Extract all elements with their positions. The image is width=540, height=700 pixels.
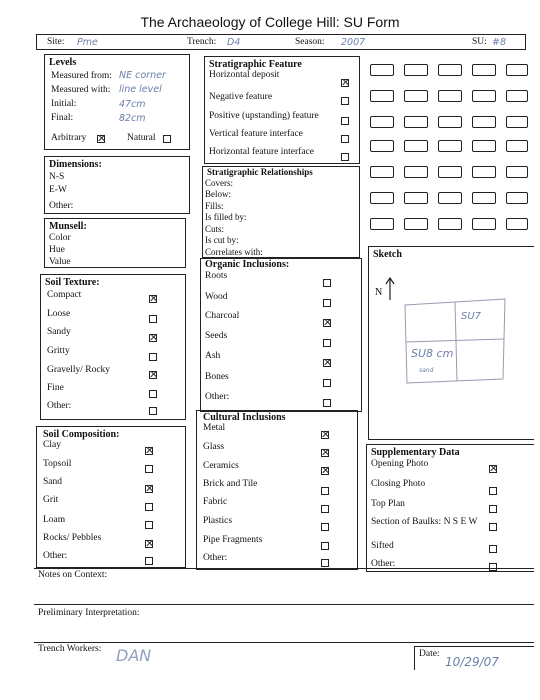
form-title: The Archaeology of College Hill: SU Form bbox=[140, 14, 400, 30]
cultural-title: Cultural Inclusions bbox=[203, 412, 286, 423]
supplementary-checkbox[interactable] bbox=[489, 465, 497, 473]
measured-with-label: Measured with: bbox=[51, 85, 111, 95]
soil-texture-checkbox[interactable] bbox=[149, 315, 157, 323]
cultural-checkbox[interactable] bbox=[321, 505, 329, 513]
measured-with-value[interactable]: line level bbox=[119, 84, 162, 95]
supplementary-item: Top Plan bbox=[371, 499, 405, 509]
supplementary-title: Supplementary Data bbox=[371, 447, 460, 458]
organic-checkbox[interactable] bbox=[323, 299, 331, 307]
cultural-checkbox[interactable] bbox=[321, 542, 329, 550]
organic-item: Wood bbox=[205, 292, 228, 302]
soil-texture-item: Sandy bbox=[47, 327, 71, 337]
strat-relationship-row: Cuts: bbox=[205, 224, 225, 234]
header-row bbox=[36, 34, 526, 50]
strat-feature-checkbox[interactable] bbox=[341, 97, 349, 105]
strat-feature-checkbox[interactable] bbox=[341, 117, 349, 125]
soil-texture-item: Loose bbox=[47, 309, 71, 319]
su-label: SU: bbox=[472, 37, 487, 47]
cultural-item: Pipe Fragments bbox=[203, 535, 263, 545]
grid-cell[interactable] bbox=[472, 166, 496, 178]
cultural-checkbox[interactable] bbox=[321, 487, 329, 495]
cultural-item: Ceramics bbox=[203, 461, 239, 471]
soil-composition-checkbox[interactable] bbox=[145, 485, 153, 493]
cultural-item: Brick and Tile bbox=[203, 479, 258, 489]
cultural-checkbox[interactable] bbox=[321, 467, 329, 475]
initial-value[interactable]: 47cm bbox=[119, 99, 146, 110]
site-label: Site: bbox=[47, 37, 65, 47]
sketch-title: Sketch bbox=[373, 249, 402, 260]
grid-cell[interactable] bbox=[506, 90, 528, 102]
arbitrary-label: Arbitrary bbox=[51, 133, 87, 143]
grid-cell[interactable] bbox=[506, 116, 528, 128]
cultural-checkbox[interactable] bbox=[321, 559, 329, 567]
north-arrow-icon bbox=[385, 277, 395, 301]
strat-feature-item: Positive (upstanding) feature bbox=[209, 111, 319, 121]
grid-cell[interactable] bbox=[472, 140, 496, 152]
cultural-checkbox[interactable] bbox=[321, 523, 329, 531]
dimension-ns: N-S bbox=[49, 172, 65, 182]
organic-checkbox[interactable] bbox=[323, 379, 331, 387]
grid-cell[interactable] bbox=[472, 218, 496, 230]
soil-texture-checkbox[interactable] bbox=[149, 407, 157, 415]
measured-from-label: Measured from: bbox=[51, 71, 112, 81]
grid-cell[interactable] bbox=[370, 90, 394, 102]
grid-cell[interactable] bbox=[438, 166, 462, 178]
dimension-ew: E-W bbox=[49, 185, 67, 195]
grid-cell[interactable] bbox=[438, 218, 462, 230]
sketch-label-small: sand bbox=[419, 367, 434, 374]
final-label: Final: bbox=[51, 113, 74, 123]
grid-cell[interactable] bbox=[438, 90, 462, 102]
grid-cell[interactable] bbox=[472, 192, 496, 204]
soil-texture-checkbox[interactable] bbox=[149, 295, 157, 303]
measured-from-value[interactable]: NE corner bbox=[119, 70, 166, 81]
natural-checkbox[interactable] bbox=[163, 135, 171, 143]
grid-cell[interactable] bbox=[438, 192, 462, 204]
strat-feature-item: Negative feature bbox=[209, 92, 273, 102]
season-label: Season: bbox=[295, 37, 325, 47]
organic-checkbox[interactable] bbox=[323, 279, 331, 287]
grid-cell[interactable] bbox=[370, 218, 394, 230]
munsell-color: Color bbox=[49, 233, 71, 243]
organic-checkbox[interactable] bbox=[323, 359, 331, 367]
site-value[interactable]: Pme bbox=[77, 37, 98, 48]
strat-feature-checkbox[interactable] bbox=[341, 153, 349, 161]
organic-section bbox=[200, 258, 362, 412]
organic-title: Organic Inclusions: bbox=[205, 259, 290, 270]
date-label: Date: bbox=[419, 649, 440, 659]
workers-label: Trench Workers: bbox=[38, 644, 102, 654]
strat-relationship-row: Correlates with: bbox=[205, 247, 263, 257]
notes-label: Notes on Context: bbox=[38, 570, 108, 580]
soil-composition-section bbox=[36, 426, 186, 568]
organic-item: Other: bbox=[205, 392, 230, 402]
grid-cell[interactable] bbox=[472, 64, 496, 76]
grid-cell[interactable] bbox=[404, 218, 428, 230]
strat-relationship-row: Below: bbox=[205, 189, 231, 199]
grid-cell[interactable] bbox=[404, 116, 428, 128]
grid-cell[interactable] bbox=[472, 90, 496, 102]
divider bbox=[34, 568, 534, 569]
natural-label: Natural bbox=[127, 133, 156, 143]
supplementary-item: Section of Baulks: N S E W bbox=[371, 517, 478, 527]
supplementary-checkbox[interactable] bbox=[489, 545, 497, 553]
supplementary-item: Sifted bbox=[371, 541, 394, 551]
strat-relationship-row: Is filled by: bbox=[205, 212, 247, 222]
arbitrary-checkbox[interactable] bbox=[97, 135, 105, 143]
date-value[interactable]: 10/29/07 bbox=[445, 655, 499, 669]
date-box bbox=[414, 646, 534, 670]
grid-cell[interactable] bbox=[370, 140, 394, 152]
soil-texture-item: Other: bbox=[47, 401, 72, 411]
soil-texture-item: Fine bbox=[47, 383, 64, 393]
organic-item: Ash bbox=[205, 351, 221, 361]
dimensions-title: Dimensions: bbox=[49, 159, 102, 170]
soil-composition-checkbox[interactable] bbox=[145, 503, 153, 511]
levels-section bbox=[44, 54, 190, 150]
interpretation-label: Preliminary Interpretation: bbox=[38, 608, 140, 618]
grid-cell[interactable] bbox=[404, 64, 428, 76]
strat-feature-checkbox[interactable] bbox=[341, 79, 349, 87]
supplementary-checkbox[interactable] bbox=[489, 505, 497, 513]
organic-item: Bones bbox=[205, 372, 229, 382]
supplementary-item: Opening Photo bbox=[371, 459, 429, 469]
munsell-section bbox=[44, 218, 186, 268]
organic-checkbox[interactable] bbox=[323, 399, 331, 407]
soil-composition-item: Rocks/ Pebbles bbox=[43, 533, 102, 543]
soil-composition-checkbox[interactable] bbox=[145, 557, 153, 565]
sketch-label-su8: SU8 cm bbox=[411, 347, 454, 360]
supplementary-item: Other: bbox=[371, 559, 396, 569]
trench-sketch-drawing bbox=[401, 297, 511, 387]
grid-cell[interactable] bbox=[404, 192, 428, 204]
supplementary-checkbox[interactable] bbox=[489, 563, 497, 571]
organic-checkbox[interactable] bbox=[323, 339, 331, 347]
cultural-section bbox=[196, 410, 358, 570]
strat-relationship-row: Covers: bbox=[205, 178, 233, 188]
grid-cell[interactable] bbox=[404, 90, 428, 102]
grid-cell[interactable] bbox=[370, 166, 394, 178]
final-value[interactable]: 82cm bbox=[119, 113, 146, 124]
soil-composition-item: Other: bbox=[43, 551, 68, 561]
strat-relationships-title: Stratigraphic Relationships bbox=[207, 167, 313, 177]
strat-feature-item: Horizontal feature interface bbox=[209, 147, 314, 157]
soil-texture-checkbox[interactable] bbox=[149, 390, 157, 398]
soil-composition-checkbox[interactable] bbox=[145, 447, 153, 455]
trench-label: Trench: bbox=[187, 37, 217, 47]
grid-cell[interactable] bbox=[370, 192, 394, 204]
soil-texture-item: Gravelly/ Rocky bbox=[47, 365, 111, 375]
cultural-item: Fabric bbox=[203, 497, 228, 507]
soil-texture-checkbox[interactable] bbox=[149, 371, 157, 379]
soil-composition-checkbox[interactable] bbox=[145, 521, 153, 529]
soil-texture-checkbox[interactable] bbox=[149, 353, 157, 361]
initial-label: Initial: bbox=[51, 99, 77, 109]
cultural-item: Glass bbox=[203, 442, 225, 452]
strat-feature-item: Horizontal deposit bbox=[209, 70, 280, 80]
grid-cell[interactable] bbox=[506, 218, 528, 230]
supplementary-checkbox[interactable] bbox=[489, 487, 497, 495]
munsell-hue: Hue bbox=[49, 245, 65, 255]
grid-cell[interactable] bbox=[370, 116, 394, 128]
su-value[interactable]: #8 bbox=[492, 37, 507, 48]
grid-cell[interactable] bbox=[506, 64, 528, 76]
strat-feature-title: Stratigraphic Feature bbox=[209, 59, 302, 70]
soil-texture-section bbox=[40, 274, 186, 420]
grid-cell[interactable] bbox=[370, 64, 394, 76]
grid-cell[interactable] bbox=[506, 192, 528, 204]
soil-composition-item: Sand bbox=[43, 477, 62, 487]
sketch-label-su7: SU7 bbox=[461, 311, 482, 322]
cultural-checkbox[interactable] bbox=[321, 431, 329, 439]
strat-feature-checkbox[interactable] bbox=[341, 135, 349, 143]
sketch-section bbox=[368, 246, 534, 440]
grid-cell[interactable] bbox=[404, 166, 428, 178]
organic-item: Roots bbox=[205, 271, 228, 281]
levels-title: Levels bbox=[49, 57, 77, 68]
grid-cell[interactable] bbox=[438, 116, 462, 128]
grid-cell[interactable] bbox=[404, 140, 428, 152]
grid-cell[interactable] bbox=[506, 140, 528, 152]
soil-texture-title: Soil Texture: bbox=[45, 277, 100, 288]
soil-composition-checkbox[interactable] bbox=[145, 465, 153, 473]
workers-value[interactable]: DAN bbox=[116, 646, 152, 665]
cultural-checkbox[interactable] bbox=[321, 449, 329, 457]
strat-relationship-row: Is cut by: bbox=[205, 235, 239, 245]
divider bbox=[34, 604, 534, 605]
grid-cell[interactable] bbox=[472, 116, 496, 128]
soil-texture-item: Gritty bbox=[47, 346, 70, 356]
supplementary-checkbox[interactable] bbox=[489, 523, 497, 531]
supplementary-section bbox=[366, 444, 534, 572]
trench-value[interactable]: D4 bbox=[227, 37, 241, 48]
munsell-value: Value bbox=[49, 257, 71, 267]
soil-texture-checkbox[interactable] bbox=[149, 334, 157, 342]
dimension-other: Other: bbox=[49, 201, 74, 211]
cultural-item: Other: bbox=[203, 553, 228, 563]
grid-cell[interactable] bbox=[506, 166, 528, 178]
soil-composition-checkbox[interactable] bbox=[145, 540, 153, 548]
grid-cell[interactable] bbox=[438, 140, 462, 152]
organic-item: Charcoal bbox=[205, 311, 240, 321]
cultural-item: Plastics bbox=[203, 516, 233, 526]
soil-composition-item: Topsoil bbox=[43, 459, 72, 469]
organic-item: Seeds bbox=[205, 331, 228, 341]
north-label: N bbox=[375, 287, 383, 298]
soil-composition-item: Clay bbox=[43, 440, 61, 450]
cultural-item: Metal bbox=[203, 423, 226, 433]
strat-relationships-section bbox=[202, 166, 360, 258]
strat-feature-item: Vertical feature interface bbox=[209, 129, 303, 139]
soil-composition-item: Loam bbox=[43, 515, 66, 525]
organic-checkbox[interactable] bbox=[323, 319, 331, 327]
season-value[interactable]: 2007 bbox=[341, 37, 366, 48]
soil-texture-item: Compact bbox=[47, 290, 82, 300]
strat-feature-section bbox=[204, 56, 360, 164]
soil-composition-title: Soil Composition: bbox=[43, 429, 120, 440]
divider bbox=[34, 642, 534, 643]
strat-relationship-row: Fills: bbox=[205, 201, 224, 211]
supplementary-item: Closing Photo bbox=[371, 479, 426, 489]
grid-cell[interactable] bbox=[438, 64, 462, 76]
munsell-title: Munsell: bbox=[49, 221, 87, 232]
dimensions-section bbox=[44, 156, 190, 214]
soil-composition-item: Grit bbox=[43, 495, 59, 505]
